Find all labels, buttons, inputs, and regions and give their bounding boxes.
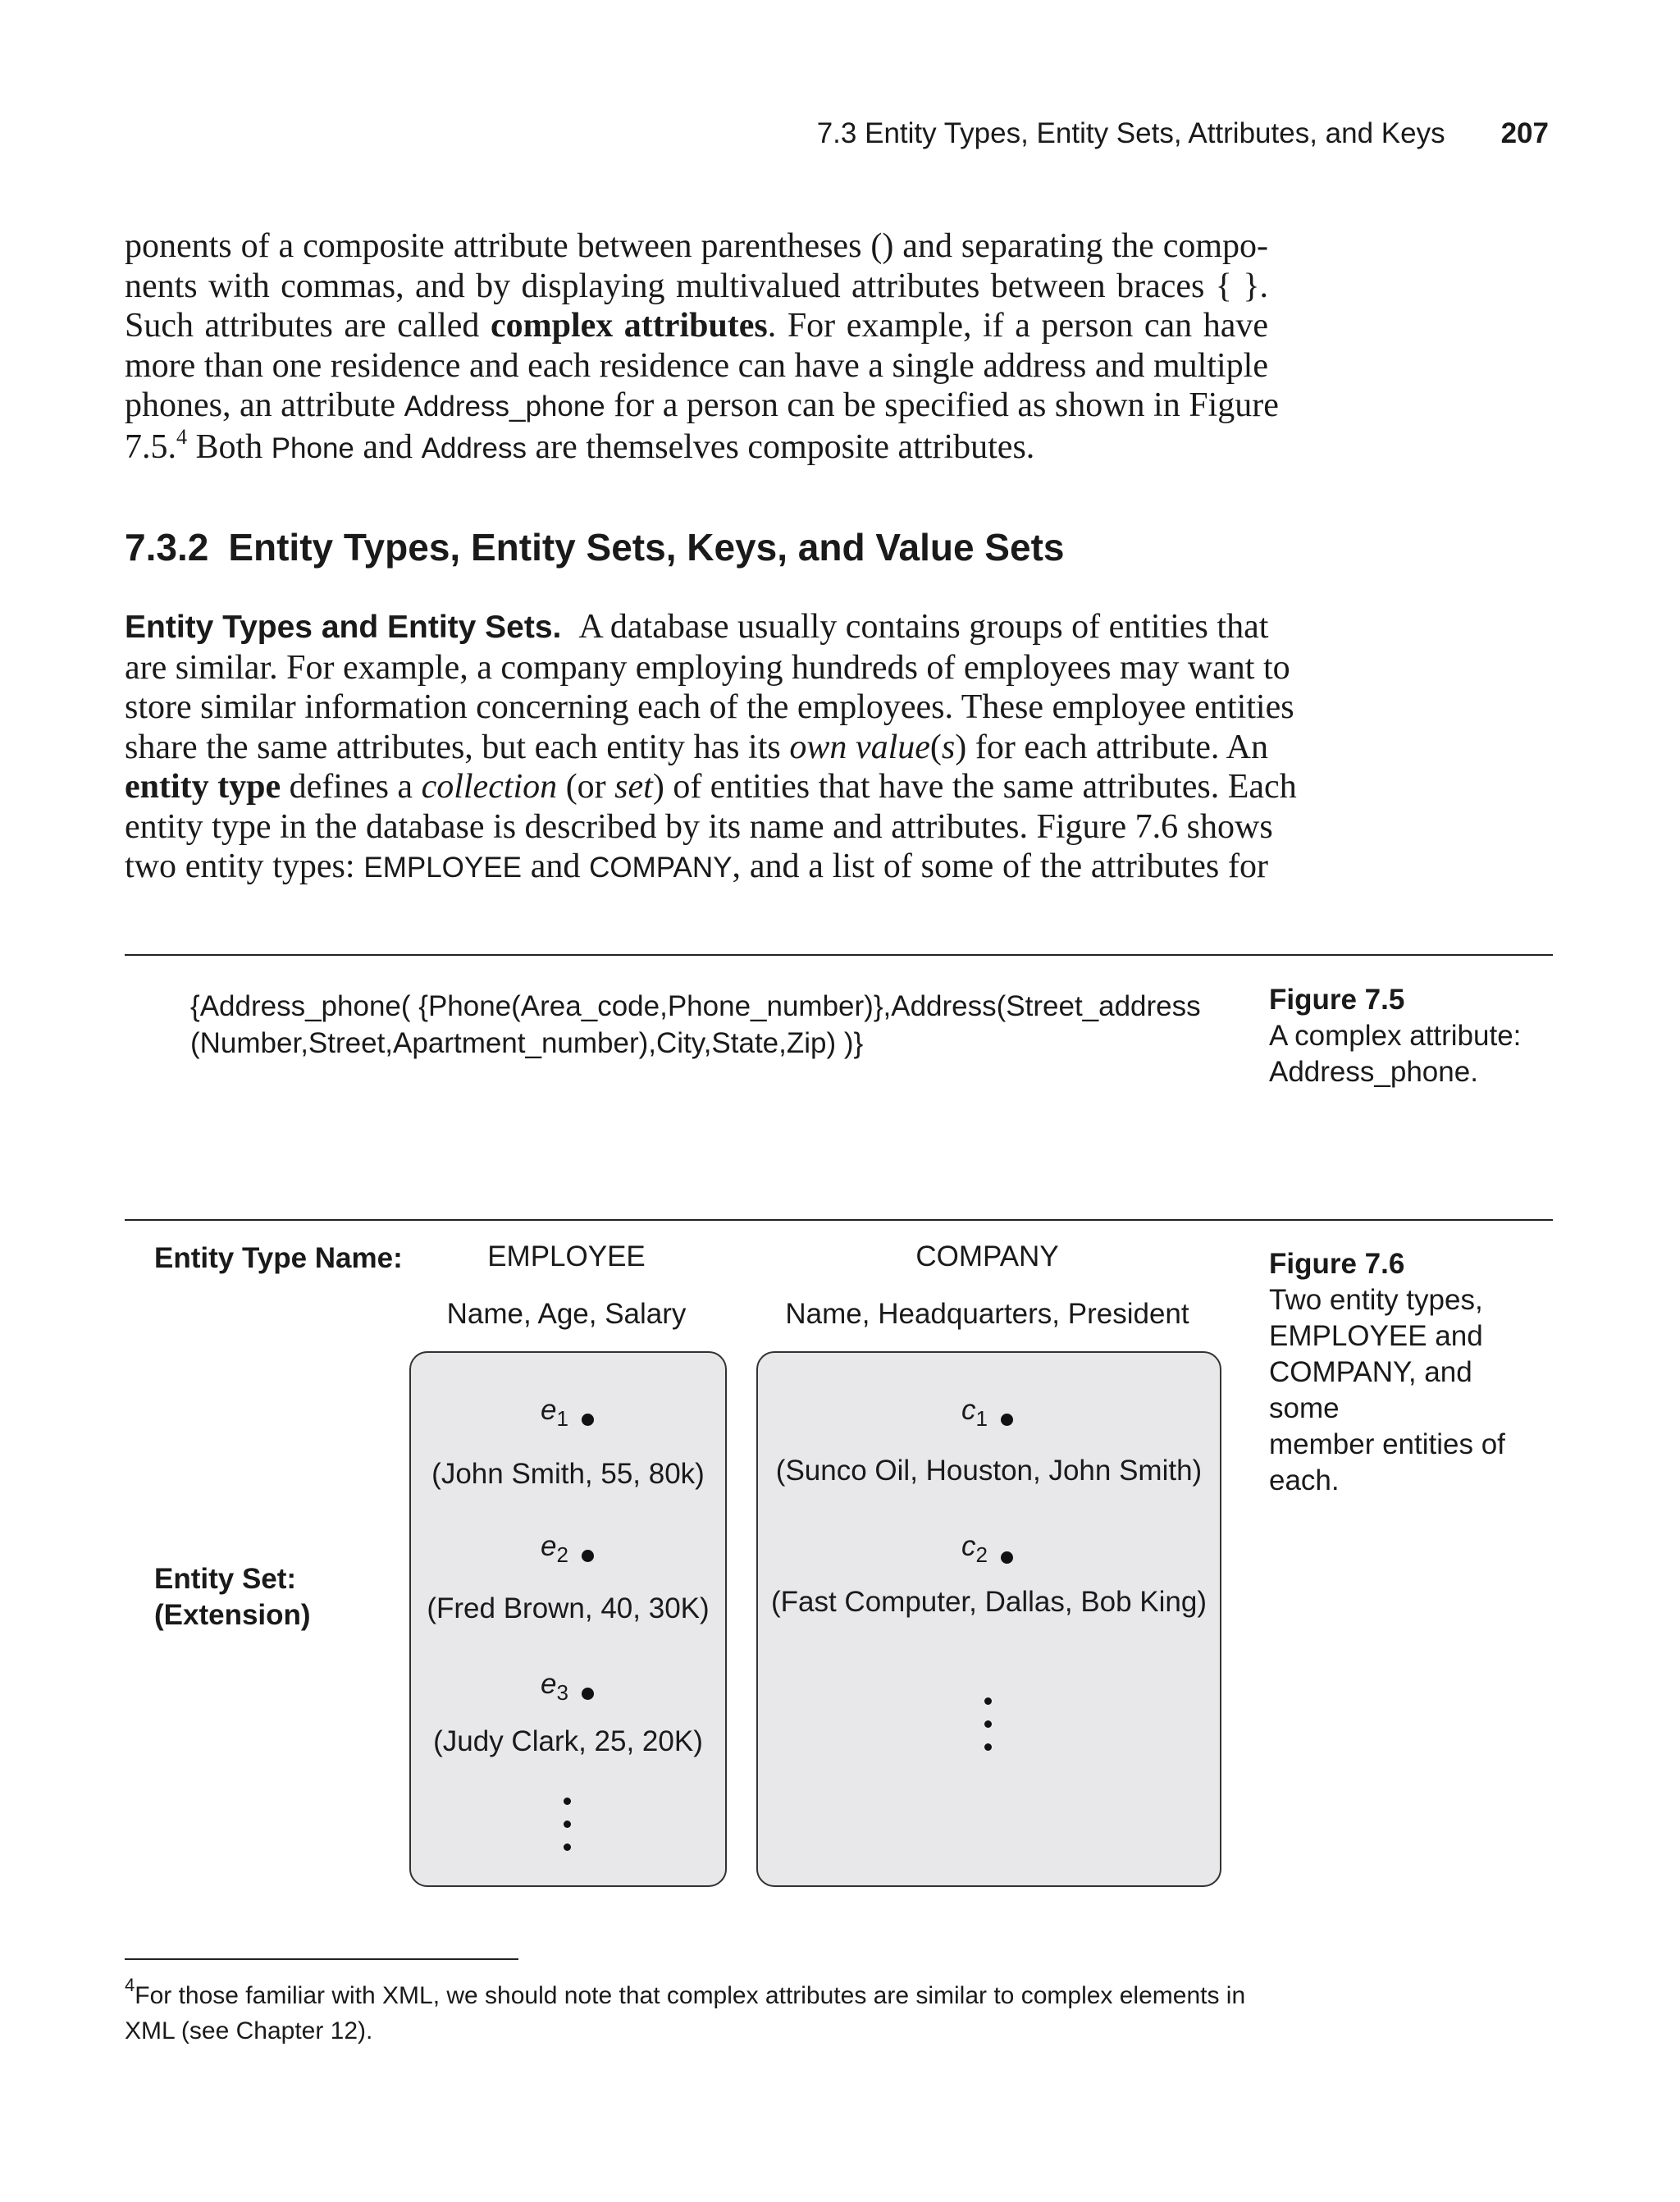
- company-entity-set-box: [756, 1351, 1221, 1887]
- figure-label: Figure 7.5: [1269, 984, 1405, 1016]
- code-address: Address: [421, 432, 527, 464]
- section-number: 7.3.2: [125, 526, 209, 569]
- section-title: Entity Types, Entity Sets, Keys, and Value Sets: [228, 526, 1065, 569]
- page-number: 207: [1500, 117, 1549, 149]
- text-line: store similar information concerning each of the employees. These employee entities: [125, 688, 1294, 726]
- entity-id: $c_1$: [961, 1394, 988, 1431]
- footnote-marker: 4: [125, 1975, 135, 1995]
- entity-value: (Sunco Oil, Houston, John Smith): [775, 1455, 1203, 1487]
- code-company: COMPANY: [589, 852, 733, 884]
- footnote-rule: [125, 1958, 518, 1960]
- employee-attributes: Name, Age, Salary: [446, 1298, 687, 1330]
- entity-value: (Judy Clark, 25, 20K): [433, 1725, 703, 1757]
- entity-value: (Fast Computer, Dallas, Bob King): [770, 1586, 1208, 1618]
- entity-type-name-label: Entity Type Name:: [154, 1242, 403, 1274]
- ellipsis-vertical-icon: [984, 1697, 993, 1766]
- figure-label: Figure 7.6: [1269, 1248, 1405, 1280]
- employee-type-name: EMPLOYEE: [487, 1240, 646, 1272]
- text-line: entity type defines a collection (or set) of entities that have the same attributes. Each: [125, 768, 1297, 806]
- entity-value: (Fred Brown, 40, 30K): [427, 1592, 710, 1624]
- attribute-line: {Address_phone( {Phone(Area_code,Phone_number)},Address(Street_address: [190, 990, 1201, 1022]
- text-line: entity type in the database is described by its name and attributes. Figure 7.6 shows: [125, 807, 1273, 846]
- figure-7-5-attribute: [190, 988, 1201, 1062]
- entity-id: $e_2$: [541, 1530, 568, 1567]
- ellipsis-vertical-icon: [564, 1798, 572, 1866]
- text-line: are similar. For example, a company employing hundreds of employees may want to: [125, 648, 1290, 687]
- company-type-name: COMPANY: [915, 1240, 1059, 1272]
- entity-dot: [1001, 1551, 1013, 1564]
- text-line: share the same attributes, but each entity has its own value(s) for each attribute. An: [125, 728, 1269, 766]
- company-attributes: Name, Headquarters, President: [785, 1298, 1189, 1330]
- paragraph-entity-types: [125, 607, 1297, 889]
- text-line: nents with commas, and by displaying multivalued attributes between braces { }.: [125, 267, 1268, 305]
- term-complex-attributes: complex attributes: [490, 307, 768, 345]
- figure-rule: [125, 954, 1553, 956]
- code-employee: EMPLOYEE: [363, 852, 522, 884]
- paragraph-complex-attributes: [125, 226, 1279, 468]
- entity-value: (John Smith, 55, 80k): [431, 1458, 705, 1490]
- entity-dot: [1001, 1414, 1013, 1426]
- entity-dot: [582, 1414, 594, 1426]
- running-head-title: 7.3 Entity Types, Entity Sets, Attributes, and Keys: [816, 117, 1445, 149]
- text-line: phones, an attribute Address_phone for a person can be specified as shown in Figure: [125, 386, 1279, 424]
- figure-7-5-caption: Figure 7.5 A complex attribute: Address_phone.: [1269, 982, 1548, 1090]
- entity-dot: [582, 1688, 594, 1700]
- run-in-heading: Entity Types and Entity Sets.: [125, 610, 562, 645]
- entity-id: $e_3$: [541, 1668, 568, 1705]
- footnote-ref: 4: [176, 424, 187, 449]
- entity-dot: [582, 1550, 594, 1562]
- code-phone: Phone: [271, 432, 354, 464]
- term-entity-type: entity type: [125, 768, 281, 806]
- running-head: [817, 117, 1549, 150]
- entity-id: $c_2$: [961, 1530, 988, 1567]
- text-line: two entity types: EMPLOYEE and COMPANY, and a list of some of the attributes for: [125, 847, 1268, 885]
- entity-id: $e_1$: [541, 1394, 568, 1431]
- attribute-line: (Number,Street,Apartment_number),City,State,Zip) )}: [190, 1027, 864, 1059]
- footnote: $^4$For those familiar with XML, we should note that complex attributes are similar to complex elements in XML (see Chapter 12).: [125, 1975, 1246, 2044]
- section-heading: [125, 525, 1064, 569]
- employee-entity-set-box: [409, 1351, 727, 1887]
- text-line: 7.5.$^4$ Both Phone and Address are themselves composite attributes.: [125, 424, 1035, 466]
- text-line: Such attributes are called complex attributes. For example, if a person can have: [125, 307, 1268, 345]
- text-line: ponents of a composite attribute between parentheses () and separating the compo-: [125, 227, 1268, 265]
- text-line: more than one residence and each residence can have a single address and multiple: [125, 346, 1268, 385]
- figure-7-6-caption: Figure 7.6 Two entity types, EMPLOYEE and COMPANY, and some member entities of each.: [1269, 1246, 1548, 1499]
- code-address-phone: Address_phone: [404, 391, 605, 423]
- figure-rule: [125, 1219, 1553, 1221]
- text-line: Entity Types and Entity Sets. A database usually contains groups of entities that: [125, 608, 1269, 646]
- entity-set-label: Entity Set: (Extension): [154, 1563, 311, 1631]
